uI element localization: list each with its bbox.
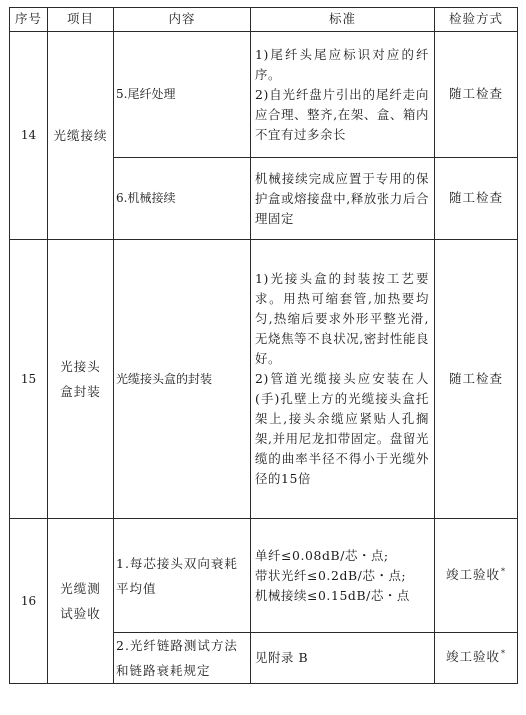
row-item-line: 光缆测 <box>60 581 101 596</box>
row-method: 随工检查 <box>435 240 518 519</box>
row-number: 14 <box>10 32 48 240</box>
row-content: 光缆接头盒的封装 <box>114 240 251 519</box>
inspection-table-frame <box>9 7 517 701</box>
row-method <box>435 633 518 684</box>
standard-paragraph: 机械接续完成应置于专用的保护盒或熔接盘中,释放张力后合理固定 <box>255 170 429 226</box>
row-standard <box>251 240 435 519</box>
method-mark: * <box>501 649 506 659</box>
method-text: 竣工验收 <box>445 649 500 665</box>
row-standard <box>251 158 435 240</box>
inspection-table <box>9 7 518 684</box>
row-item-line: 试验收 <box>60 606 101 621</box>
row-content: 2.光纤链路测试方法和链路衰耗规定 <box>114 633 251 684</box>
row-content: 6.机械接续 <box>114 158 251 240</box>
standard-paragraph: 见附录 B <box>255 650 309 665</box>
row-content: 1.每芯接头双向衰耗平均值 <box>114 519 251 633</box>
table-row <box>10 519 518 633</box>
header-content: 内容 <box>114 8 251 32</box>
method-text: 竣工验收 <box>445 567 500 583</box>
row-item-line: 盒封装 <box>60 384 101 399</box>
standard-paragraph: 2)自光纤盘片引出的尾纤走向应合理、整齐,在架、盒、箱内不宜有过多余长 <box>255 86 429 142</box>
table-row <box>10 240 518 519</box>
row-item-line: 光接头 <box>60 359 101 374</box>
method-mark: * <box>501 566 506 576</box>
standard-paragraph: 1)尾纤头尾应标识对应的纤序。 <box>255 46 429 82</box>
row-method: 随工检查 <box>435 32 518 158</box>
table-row <box>10 32 518 158</box>
row-item: 光缆接续 <box>48 32 114 240</box>
table-header-row <box>10 8 518 32</box>
row-standard <box>251 633 435 684</box>
standard-paragraph: 2)管道光缆接头应安装在人(手)孔壁上方的光缆接头盒托架上,接头余缆应紧贴人孔搁架,并用尼龙扣带固定。盘留光缆的曲率半径不得小于光缆外径的15倍 <box>255 371 429 486</box>
row-item <box>48 519 114 684</box>
standard-paragraph: 单纤≤0.08dB/芯・点; <box>255 547 389 563</box>
row-content: 5.尾纤处理 <box>114 32 251 158</box>
row-standard <box>251 519 435 633</box>
row-method: 随工检查 <box>435 158 518 240</box>
row-method <box>435 519 518 633</box>
standard-paragraph: 机械接续≤0.15dB/芯・点 <box>255 587 410 603</box>
header-no: 序号 <box>10 8 48 32</box>
row-number: 16 <box>10 519 48 684</box>
standard-paragraph: 1)光接头盒的封装按工艺要求。用热可缩套管,加热要均匀,热缩后要求外形平整光滑,无烧焦等不良状况,密封性能良好。 <box>255 271 429 366</box>
row-item <box>48 240 114 519</box>
header-item: 项目 <box>48 8 114 32</box>
row-number: 15 <box>10 240 48 519</box>
header-method: 检验方式 <box>435 8 518 32</box>
header-standard: 标准 <box>251 8 435 32</box>
row-standard <box>251 32 435 158</box>
standard-paragraph: 带状光纤≤0.2dB/芯・点; <box>255 567 407 583</box>
